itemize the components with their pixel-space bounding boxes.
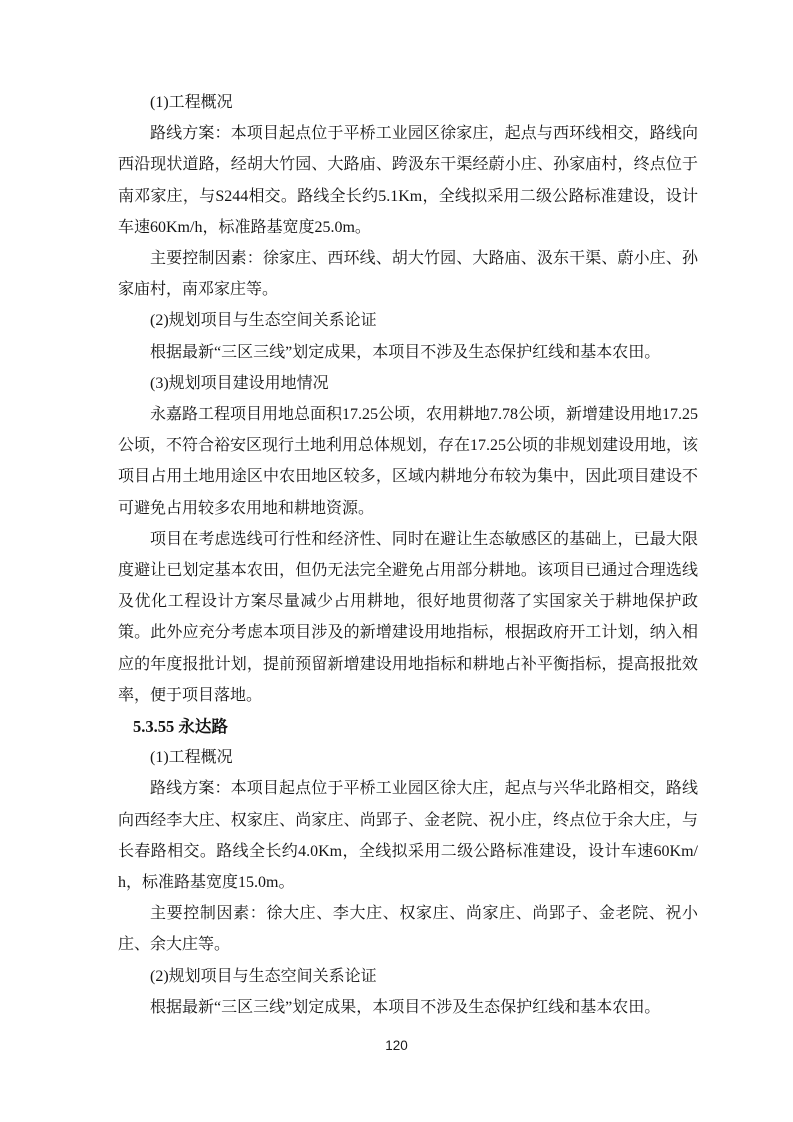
item-heading-eco-space-relation: (2)规划项目与生态空间关系论证 xyxy=(150,312,377,330)
item-heading-eco-space-relation-2: (2)规划项目与生态空间关系论证 xyxy=(150,967,377,985)
paragraph-route-plan: 路线方案：本项目起点位于平桥工业园区徐家庄，起点与西环线相交，路线向西沿现状道路，经胡大竹园、大路庙、跨汲东干渠经蔚小庄、孙家庙村，终点位于南邓家庄，与S244相交。路线全长约5.1Km，全线拟采用二级公路标准建设，设计车速60Km/h，标准路基宽度25.0m。 xyxy=(118,125,698,236)
paragraph-route-plan-2: 路线方案：本项目起点位于平桥工业园区徐大庄，起点与兴华北路相交，路线向西经李大庄、权家庄、尚家庄、尚郢子、金老院、祝小庄，终点位于余大庄，与长春路相交。路线全长约4.0Km，全线拟采用二级公路标准建设，设计车速60Km/h，标准路基宽度15.0m。 xyxy=(118,780,698,892)
paragraph-land-area-stats: 永嘉路工程项目用地总面积17.25公顷，农用耕地7.78公顷，新增建设用地17.25公顷，不符合裕安区现行土地利用总体规划，存在17.25公顷的非规划建设用地，该项目占用土地用途区中农田地区较多，区域内耕地分布较为集中，因此项目建设不可避免占用较多农用地和耕地资源。 xyxy=(118,406,699,517)
page-number: 120 xyxy=(385,1038,408,1053)
item-heading-construction-land: (3)规划项目建设用地情况 xyxy=(150,374,329,392)
paragraph-control-factors: 主要控制因素：徐家庄、西环线、胡大竹园、大路庙、汲东干渠、蔚小庄、孙家庙村，南邓家庄等。 xyxy=(118,250,698,299)
paragraph-three-zones-result: 根据最新“三区三线”划定成果，本项目不涉及生态保护红线和基本农田。 xyxy=(150,343,661,361)
document-content xyxy=(118,87,698,1023)
section-heading-5-3-55-yongdalu: 5.3.55 永达路 xyxy=(133,717,228,737)
paragraph-farmland-protection: 项目在考虑选线可行性和经济性、同时在避让生态敏感区的基础上，已最大限度避让已划定基本农田，但仍无法完全避免占用部分耕地。该项目已通过合理选线及优化工程设计方案尽量减少占用耕地，很好地贯彻落了实国家关于耕地保护政策。此外应充分考虑本项目涉及的新增建设用地指标，根据政府开工计划，纳入相应的年度报批计划，提前预留新增建设用地指标和耕地占补平衡指标，提高报批效率，便于项目落地。 xyxy=(118,530,698,704)
page-footer xyxy=(0,1038,793,1053)
paragraph-control-factors-2: 主要控制因素：徐大庄、李大庄、权家庄、尚家庄、尚郢子、金老院、祝小庄、余大庄等。 xyxy=(118,905,698,954)
paragraph-three-zones-result-2: 根据最新“三区三线”划定成果，本项目不涉及生态保护红线和基本农田。 xyxy=(150,998,661,1016)
item-heading-project-overview: (1)工程概况 xyxy=(150,94,233,111)
item-heading-project-overview-2: (1)工程概况 xyxy=(150,749,233,767)
